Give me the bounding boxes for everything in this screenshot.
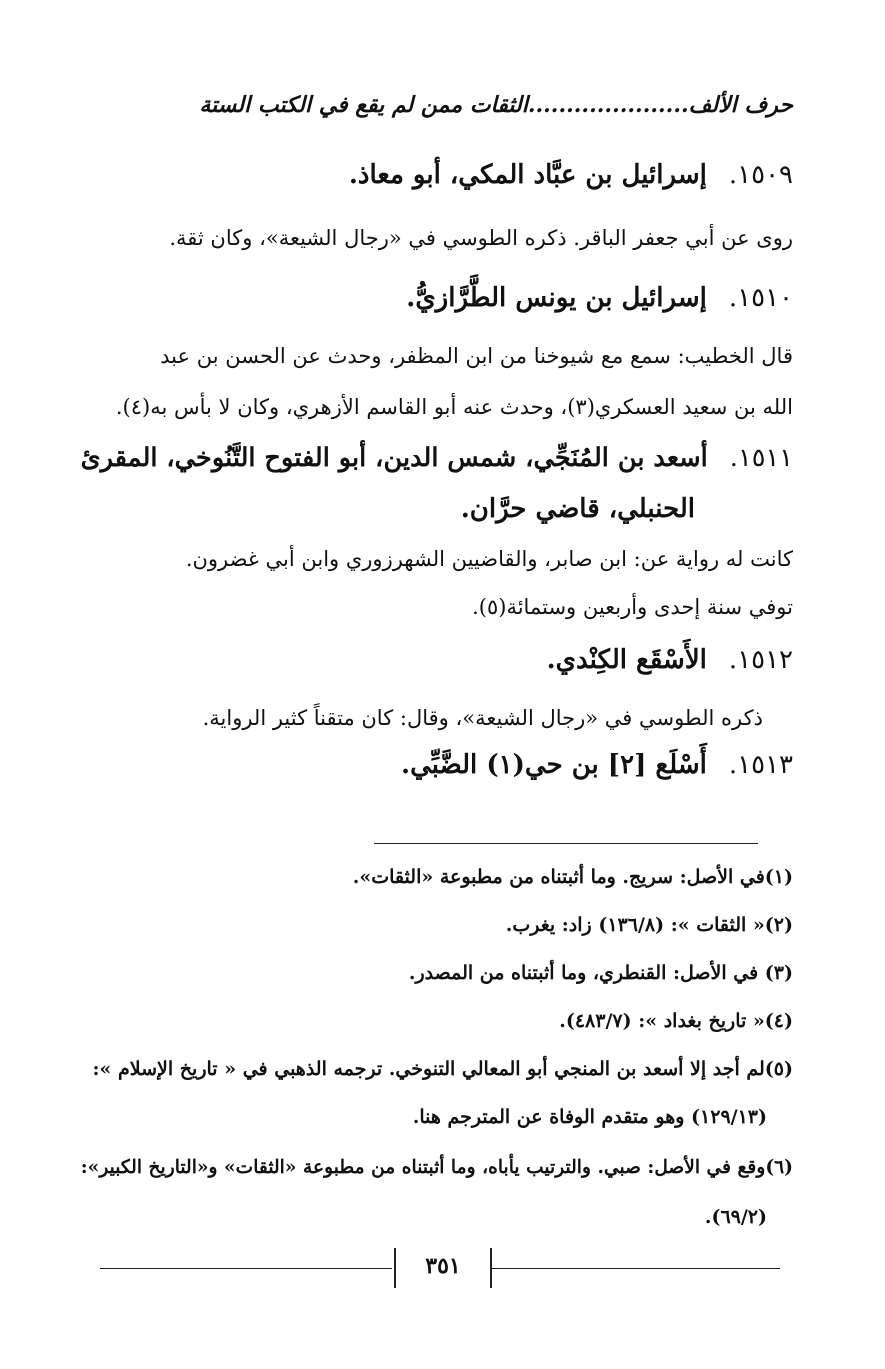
entry-name: أَسْلَع [٢] بن حي(١) الضَّبِّي. — [401, 750, 707, 780]
footer-rule-right — [490, 1268, 780, 1269]
footnote-1: (١)في الأصل: سريج. وما أثبتناه من مطبوعة «الثقات». — [352, 866, 793, 888]
entry-text-1510-line2: الله بن سعيد العسكري(٣)، وحدث عنه أبو القاسم الأزهري، وكان لا بأس به(٤). — [115, 395, 793, 419]
entry-number: ١٥١١. — [729, 443, 793, 473]
entry-name: أسعد بن المُنَجِّي، شمس الدين، أبو الفتوح التَّنُوخي، المقرئ — [80, 443, 708, 473]
entry-text-1510-line1: قال الخطيب: سمع مع شيوخنا من ابن المظفر، وحدث عن الحسن بن عبد — [160, 344, 793, 368]
entry-heading-1513 — [401, 750, 793, 780]
entry-heading-1509 — [349, 160, 793, 190]
entry-heading-1510 — [406, 283, 793, 313]
footnote-4: (٤)« تاريخ بغداد »: (٤٨٣/٧). — [559, 1010, 793, 1032]
footnote-separator — [374, 843, 758, 844]
footer-rule-left — [100, 1268, 392, 1269]
entry-heading-1511 — [81, 443, 793, 473]
entry-name: الأَسْقَع الكِنْدي. — [546, 645, 707, 675]
running-header: حرف الألف.....................الثقات ممن لم يقع في الكتب الستة — [199, 92, 793, 118]
footnote-6-line2: (٦٩/٢). — [704, 1206, 767, 1228]
entry-heading-1512 — [547, 645, 793, 675]
entry-text-1509: روى عن أبي جعفر الباقر. ذكره الطوسي في «رجال الشيعة»، وكان ثقة. — [169, 226, 793, 250]
footnote-5-line1: (٥)لم أجد إلا أسعد بن المنجي أبو المعالي التنوخي. ترجمه الذهبي في « تاريخ الإسلام »: — [92, 1058, 793, 1080]
entry-text-1511-line2: توفي سنة إحدى وأربعين وستمائة(٥). — [472, 595, 793, 619]
entry-name: إسرائيل بن يونس الطَّرَّازيُّ. — [406, 283, 707, 313]
footnote-3: (٣) في الأصل: القنطري، وما أثبتناه من المصدر. — [408, 962, 793, 984]
entry-heading-1511-cont: الحنبلي، قاضي حرَّان. — [460, 494, 695, 524]
footnote-5-line2: (١٢٩/١٣) وهو متقدم الوفاة عن المترجم هنا. — [412, 1106, 767, 1128]
page-number: ٣٥١ — [394, 1248, 492, 1288]
entry-text-1511-line1: كانت له رواية عن: ابن صابر، والقاضيين الشهرزوري وابن أبي غضرون. — [185, 547, 793, 571]
entry-name: إسرائيل بن عبَّاد المكي، أبو معاذ. — [348, 160, 707, 190]
entry-number: ١٥١٢. — [728, 645, 793, 675]
entry-number: ١٥٠٩. — [728, 160, 793, 190]
footnote-2: (٢)« الثقات »: (١٣٦/٨) زاد: يغرب. — [505, 914, 793, 936]
entry-text-1512: ذكره الطوسي في «رجال الشيعة»، وقال: كان متقناً كثير الرواية. — [202, 706, 763, 730]
footnote-6-line1: (٦)وقع في الأصل: صبي. والترتيب يأباه، وما أثبتناه من مطبوعة «الثقات» و«التاريخ الكبير»: — [80, 1156, 793, 1178]
entry-number: ١٥١٣. — [728, 750, 793, 780]
entry-number: ١٥١٠. — [728, 283, 793, 313]
